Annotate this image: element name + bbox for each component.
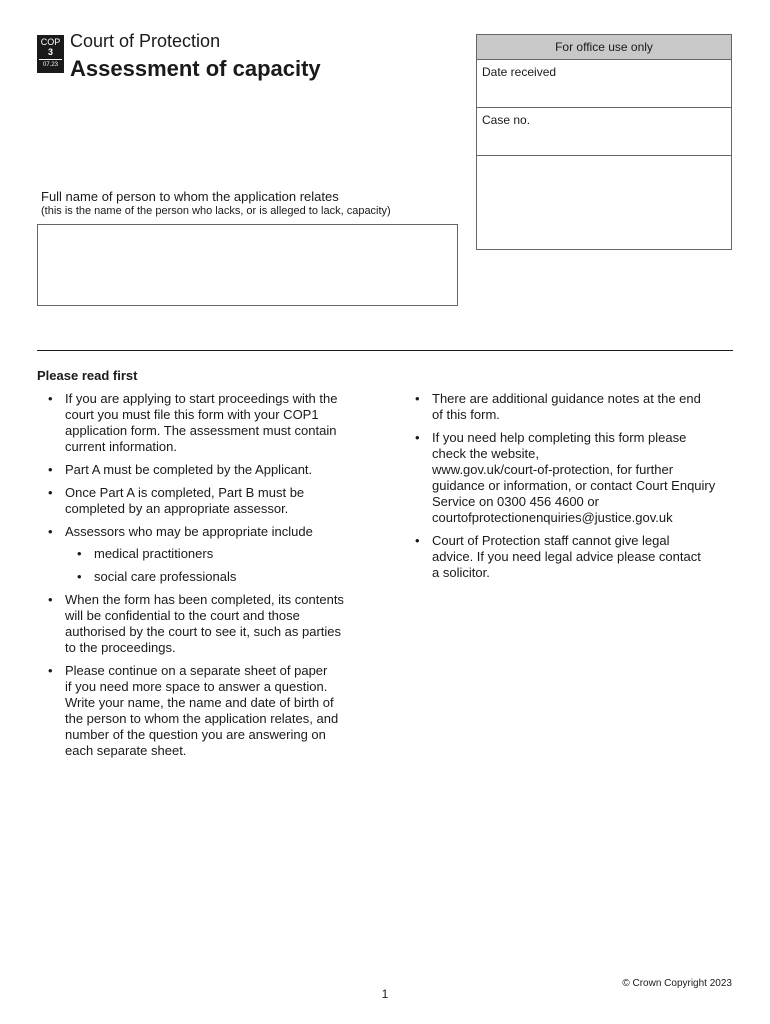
- guidance-line: check the website,: [432, 446, 539, 461]
- guidance-line: guidance or information, or contact Court Enquiry: [432, 478, 716, 493]
- guidance-line: • When the form has been completed, its contents: [65, 592, 344, 607]
- guidance-line: Service on 0300 456 4600 or: [432, 494, 599, 509]
- full-name-sublabel: (this is the name of the person who lacks, or is alleged to lack, capacity): [41, 205, 391, 217]
- guidance-item: [37, 391, 372, 455]
- date-received-field: [477, 60, 731, 108]
- guidance-line: • There are additional guidance notes at the end: [432, 391, 701, 406]
- guidance-subitem: • social care professionals: [65, 569, 372, 585]
- guidance-item: [404, 533, 724, 581]
- page-number: 1: [381, 987, 389, 1001]
- full-name-input[interactable]: [37, 224, 458, 306]
- please-read-first-heading: Please read first: [37, 368, 138, 383]
- guidance-item: [37, 663, 372, 759]
- form-title: Assessment of capacity: [70, 56, 321, 81]
- case-no-field: [477, 108, 731, 156]
- form-number: 3: [47, 47, 53, 57]
- office-use-box: [476, 34, 732, 250]
- office-use-heading: For office use only: [477, 35, 731, 60]
- guidance-item: [37, 524, 372, 585]
- form-version: 07.23: [42, 62, 58, 68]
- guidance-line: • If you are applying to start proceedings with the: [65, 391, 338, 406]
- office-stamp-area: [477, 156, 731, 250]
- guidance-line: • If you need help completing this form please: [432, 430, 687, 445]
- guidance-item: [37, 485, 372, 517]
- guidance-line: www.gov.uk/court-of-protection, for further: [432, 462, 674, 477]
- guidance-line: courtofprotectionenquiries@justice.gov.uk: [432, 510, 673, 525]
- guidance-subitem: • medical practitioners: [65, 546, 372, 562]
- form-code-badge: [37, 35, 64, 73]
- date-received-label: Date received: [482, 65, 557, 79]
- court-name: Court of Protection: [70, 31, 221, 51]
- guidance-item: [37, 462, 372, 478]
- guidance-line: if you need more space to answer a question.: [65, 679, 328, 694]
- guidance-line: • Assessors who may be appropriate include: [65, 524, 313, 539]
- guidance-line: of this form.: [432, 407, 500, 422]
- guidance-line: a solicitor.: [432, 565, 490, 580]
- guidance-item: [404, 391, 724, 423]
- guidance-line: application form. The assessment must contain: [65, 423, 337, 438]
- guidance-item: [37, 592, 372, 656]
- section-divider: [37, 350, 733, 351]
- form-code: COP: [40, 37, 61, 47]
- guidance-line: will be confidential to the court and those: [65, 608, 300, 623]
- guidance-line: court you must file this form with your COP1: [65, 407, 319, 422]
- guidance-line: the person to whom the application relates, and: [65, 711, 339, 726]
- guidance-item: [404, 430, 724, 526]
- guidance-list-right: [404, 391, 724, 588]
- guidance-line: Write your name, the name and date of birth of: [65, 695, 334, 710]
- guidance-line: • Part A must be completed by the Applicant.: [65, 462, 313, 477]
- guidance-line: each separate sheet.: [65, 743, 187, 758]
- guidance-line: completed by an appropriate assessor.: [65, 501, 289, 516]
- badge-divider: [39, 59, 62, 60]
- case-no-label: Case no.: [482, 113, 531, 127]
- guidance-line: number of the question you are answering on: [65, 727, 326, 742]
- copyright-notice: © Crown Copyright 2023: [622, 978, 732, 989]
- guidance-line: current information.: [65, 439, 177, 454]
- guidance-sublist: [65, 546, 372, 585]
- guidance-list-left: [37, 391, 372, 766]
- guidance-line: • Please continue on a separate sheet of paper: [65, 663, 328, 678]
- guidance-line: advice. If you need legal advice please contact: [432, 549, 701, 564]
- full-name-label: Full name of person to whom the application relates: [41, 189, 339, 204]
- guidance-line: • Court of Protection staff cannot give legal: [432, 533, 670, 548]
- guidance-line: • Once Part A is completed, Part B must be: [65, 485, 305, 500]
- guidance-line: authorised by the court to see it, such as parties: [65, 624, 342, 639]
- guidance-line: to the proceedings.: [65, 640, 176, 655]
